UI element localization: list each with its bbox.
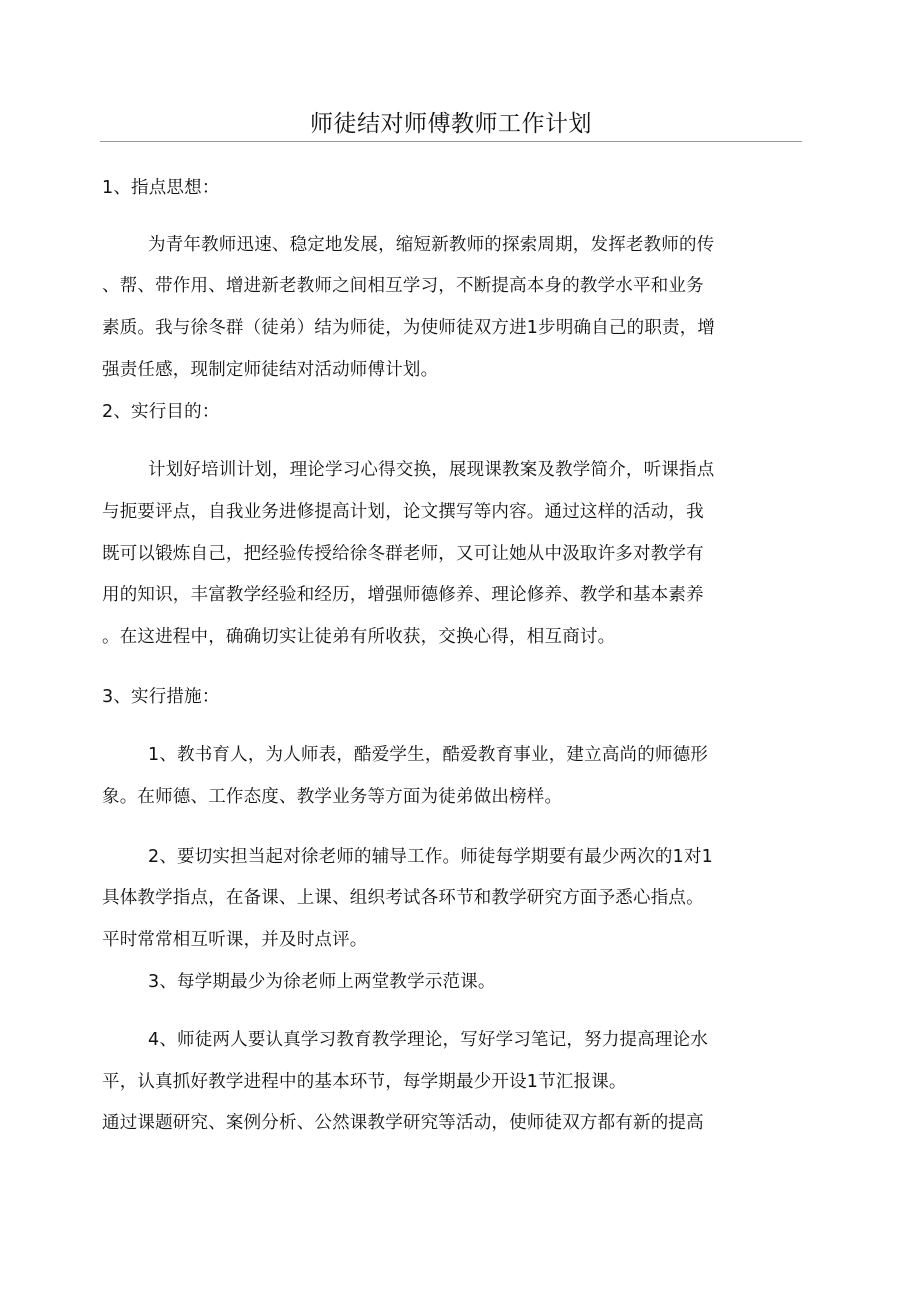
paragraph-line: 计划好培训计划，理论学习心得交换，展现课教案及教学简介，听课指点 [148,460,715,480]
paragraph-line: 象。在师德、工作态度、教学业务等方面为徒弟做出榜样。 [102,787,563,807]
paragraph-line: 1、教书育人，为人师表，酷爱学生，酷爱教育事业，建立高尚的师德形 [148,745,709,765]
section-heading: 2、实行目的： [102,402,220,422]
paragraph-line: 强责任感，现制定师徒结对活动师傅计划。 [102,360,439,380]
paragraph-line: 2、要切实担当起对徐老师的辅导工作。师徒每学期要有最少两次的1对1 [148,847,713,867]
paragraph-line: 3、每学期最少为徐老师上两堂教学示范课。 [148,972,496,992]
paragraph-line: 平时常常相互听课，并及时点评。 [102,930,368,950]
paragraph-line: 用的知识，丰富教学经验和经历，增强师德修养、理论修养、教学和基本素养 [102,585,704,605]
paragraph-line: 、帮、带作用、增进新老教师之间相互学习，不断提高本身的教学水平和业务 [102,276,704,296]
paragraph-line: 素质。我与徐冬群（徒弟）结为师徒，为使师徒双方进1步明确自己的职责，增 [102,318,716,338]
paragraph-line: 通过课题研究、案例分析、公然课教学研究等活动，使师徒双方都有新的提高 [102,1113,704,1133]
paragraph-line: 平，认真抓好教学进程中的基本环节，每学期最少开设1节汇报课。 [102,1072,627,1092]
document-title: 师徒结对师傅教师工作计划 [310,111,592,137]
section-heading: 1、指点思想： [102,178,220,198]
paragraph-line: 4、师徒两人要认真学习教育教学理论，写好学习笔记，努力提高理论水 [148,1030,709,1050]
paragraph-line: 。在这进程中，确确切实让徒弟有所收获，交换心得，相互商讨。 [102,627,616,647]
paragraph-line: 与扼要评点，自我业务进修提高计划，论文撰写等内容。通过这样的活动，我 [102,502,704,522]
title-divider [100,141,802,142]
paragraph-line: 既可以锻炼自己，把经验传授给徐冬群老师，又可让她从中汲取许多对教学有 [102,544,704,564]
paragraph-line: 为青年教师迅速、稳定地发展，缩短新教师的探索周期，发挥老教师的传 [148,235,715,255]
paragraph-line: 具体教学指点，在备课、上课、组织考试各环节和教学研究方面予悉心指点。 [102,888,704,908]
section-heading: 3、实行措施： [102,687,220,707]
